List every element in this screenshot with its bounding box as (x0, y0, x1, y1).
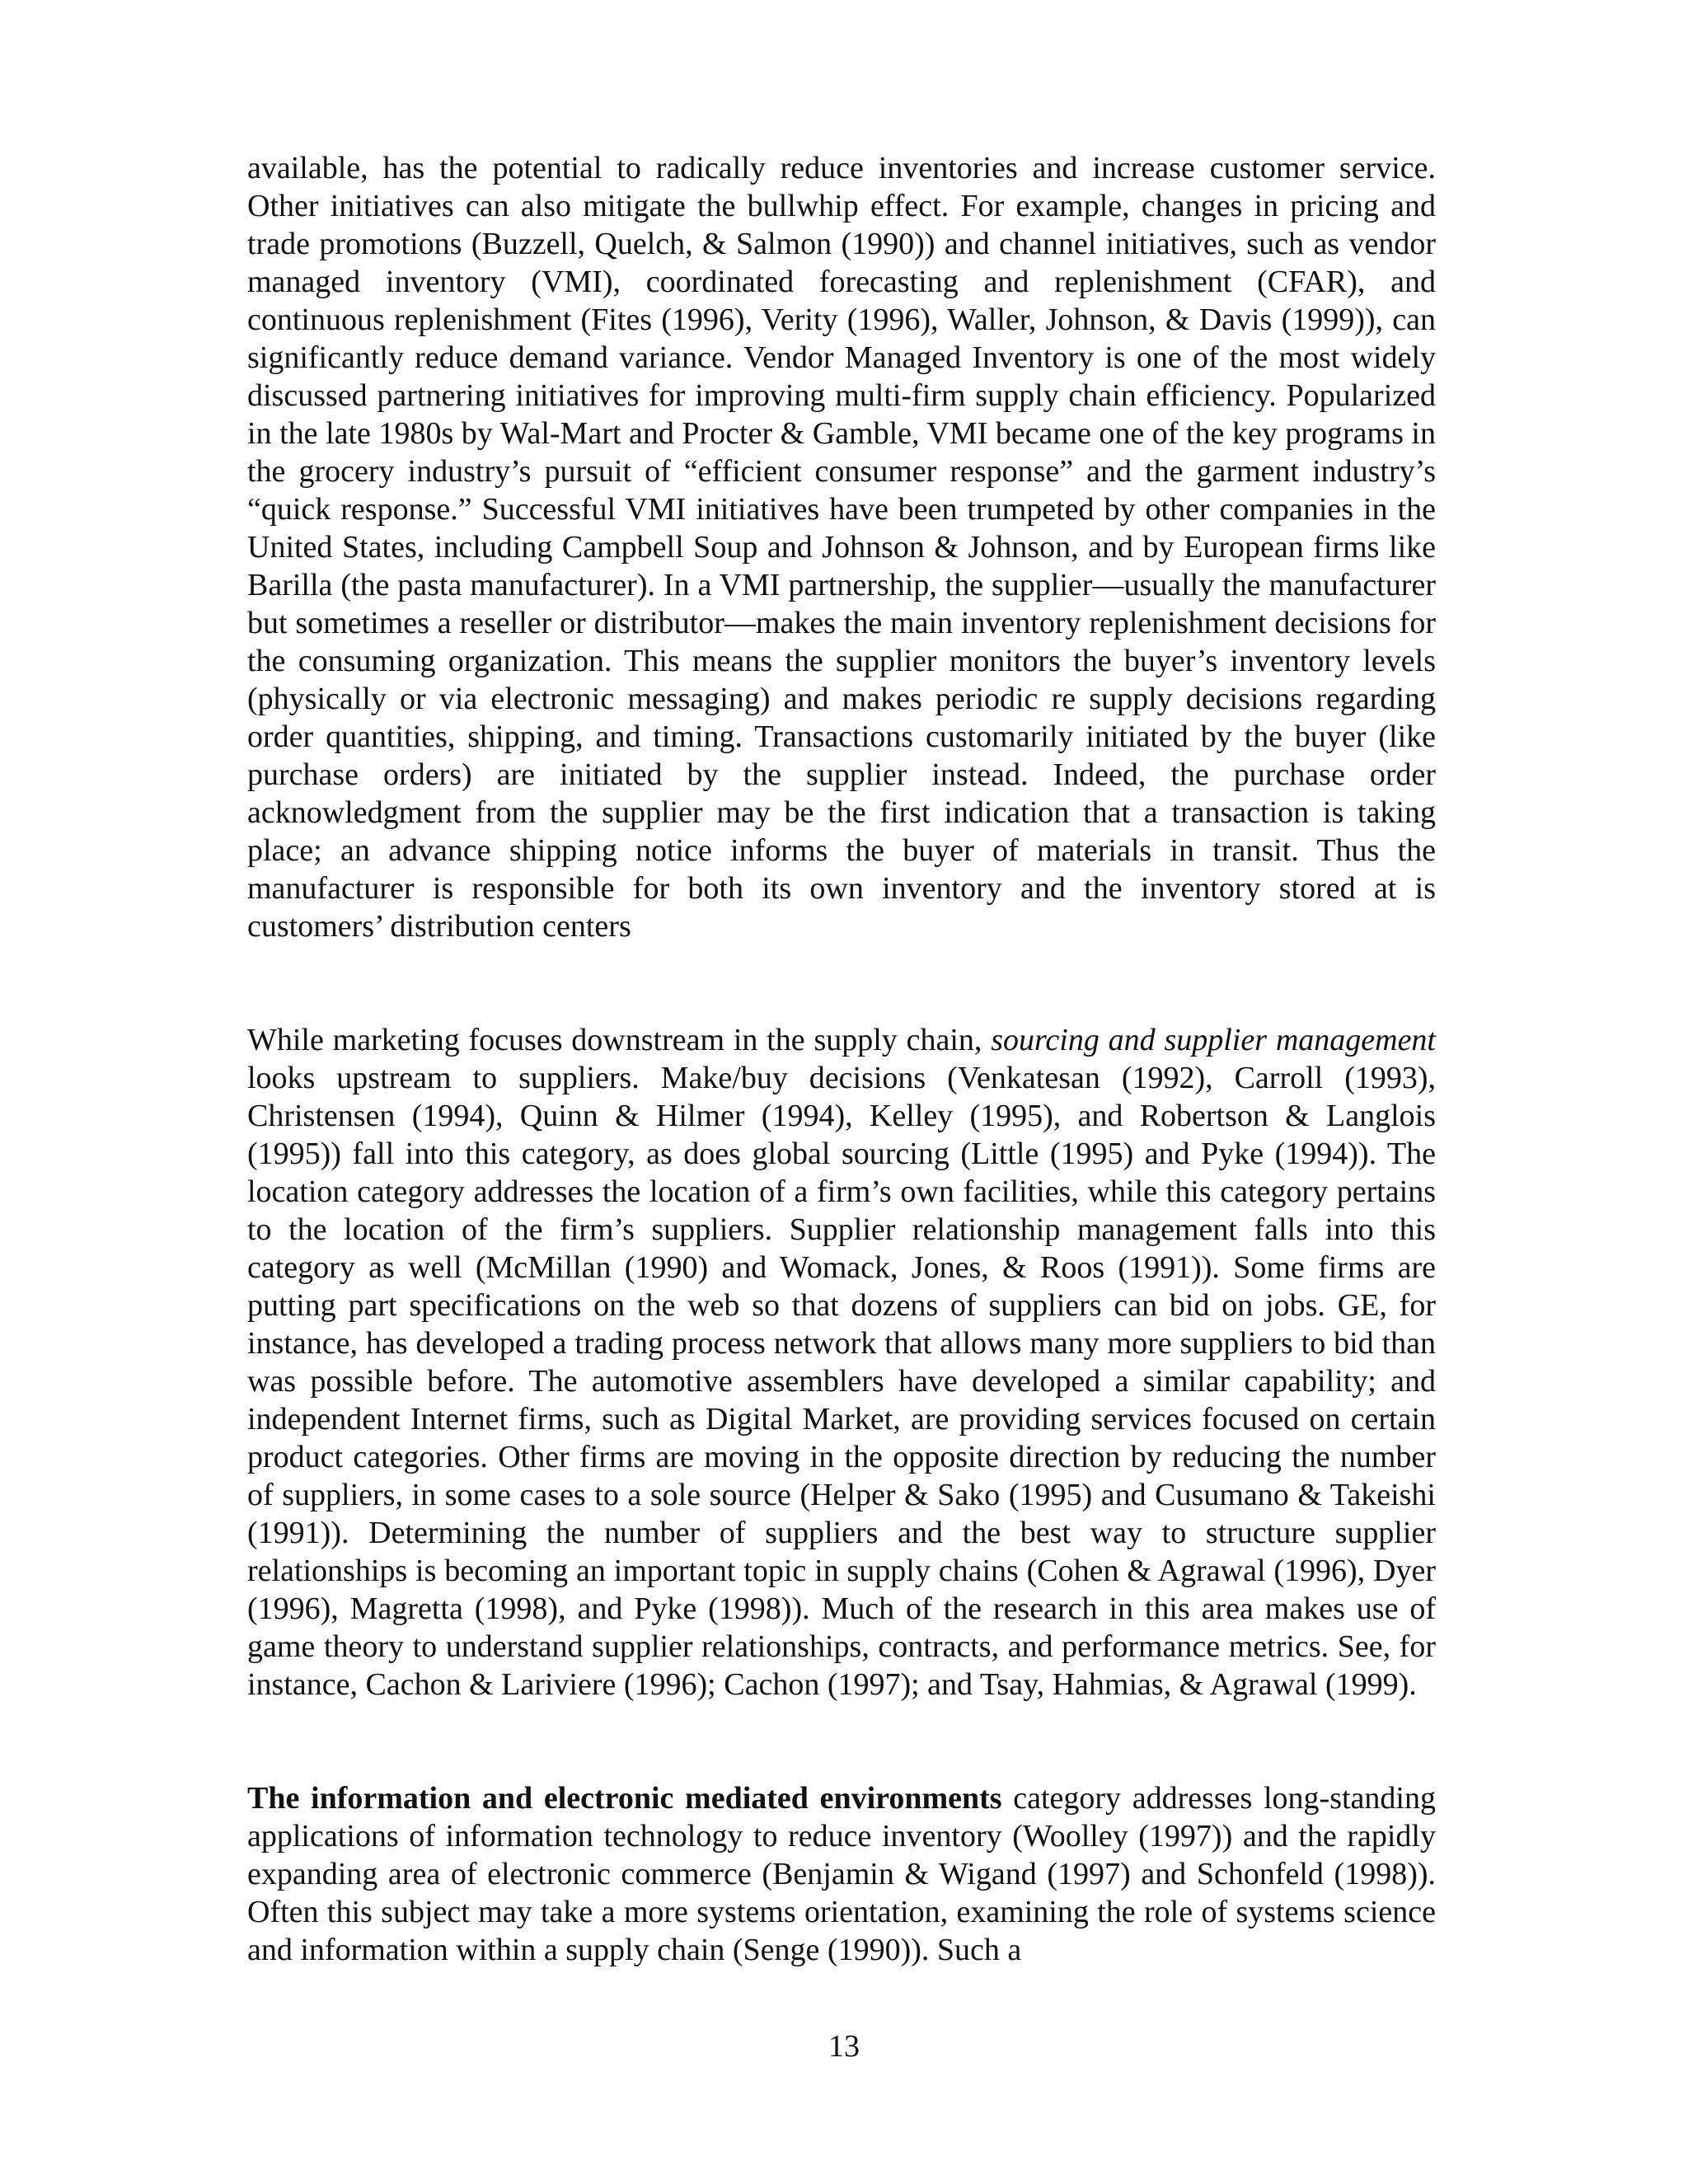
page-number: 13 (828, 2029, 860, 2064)
paragraph-vmi-text: available, has the potential to radically reduce inventories and increase customer service. Other initiatives can also mitigate the bullwhip effect. For example, changes in pricing and trade promotions (Buzzell, Quelch, & Salmon (1990)) and channel initiatives, such as vendor managed inventory (VMI), coordinated forecasting and replenishment (CFAR), and continuous replenishment (Fites (1996), Verity (1996), Waller, Johnson, & Davis (1999)), can significantly reduce demand variance. Vendor Managed Inventory is one of the most widely discussed partnering initiatives for improving multi-firm supply chain efficiency. Popularized in the late 1980s by Wal-Mart and Procter & Gamble, VMI became one of the key programs in the grocery industry’s pursuit of “efficient consumer response” and the garment industry’s “quick response.” Successful VMI initiatives have been trumpeted by other companies in the United States, including Campbell Soup and Johnson & Johnson, and by European firms like Barilla (the pasta manufacturer). In a VMI partnership, the supplier—usually the manufacturer but sometimes a reseller or distributor—makes the main inventory replenishment decisions for the consuming organization. This means the supplier monitors the buyer’s inventory levels (physically or via electronic messaging) and makes periodic re supply decisions regarding order quantities, shipping, and timing. Transactions customarily initiated by the buyer (like purchase orders) are initiated by the supplier instead. Indeed, the purchase order acknowledgment from the supplier may be the first indication that a transaction is taking place; an advance shipping notice informs the buyer of materials in transit. Thus the manufacturer is responsible for both its own inventory and the inventory stored at is customers’ distribution centers (247, 151, 1436, 944)
paragraph-information-rest: category addresses long-standing applications of information technology to reduce inventory (Woolley (1997)) and the rapidly expanding area of electronic commerce (Benjamin & Wigand (1997) and Schonfeld (1998)). Often this subject may take a more systems orientation, examining the role of systems science and information within a supply chain (Senge (1990)). Such a (247, 1781, 1436, 1967)
paragraph-sourcing-lead: While marketing focuses downstream in the supply chain, (247, 1023, 982, 1057)
sourcing-term-italic: sourcing and supplier management (991, 1023, 1436, 1057)
information-term-bold: The information and electronic mediated environments (247, 1781, 1002, 1816)
paragraph-information (247, 1779, 1436, 1969)
paragraph-sourcing-rest: looks upstream to suppliers. Make/buy decisions (Venkatesan (1992), Carroll (1993), Christensen (1994), Quinn & Hilmer (1994), Kelley (1995), and Robertson & Langlois (1995)) fall into this category, as does global sourcing (Little (1995) and Pyke (1994)). The location category addresses the location of a firm’s own facilities, while this category pertains to the location of the firm’s suppliers. Supplier relationship management falls into this category as well (McMillan (1990) and Womack, Jones, & Roos (1991)). Some firms are putting part specifications on the web so that dozens of suppliers can bid on jobs. GE, for instance, has developed a trading process network that allows many more suppliers to bid than was possible before. The automotive assemblers have developed a similar capability; and independent Internet firms, such as Digital Market, are providing services focused on certain product categories. Other firms are moving in the opposite direction by reducing the number of suppliers, in some cases to a sole source (Helper & Sako (1995) and Cusumano & Takeishi (1991)). Determining the number of suppliers and the best way to structure supplier relationships is becoming an important topic in supply chains (Cohen & Agrawal (1996), Dyer (1996), Magretta (1998), and Pyke (1998)). Much of the research in this area makes use of game theory to understand supplier relationships, contracts, and performance metrics. See, for instance, Cachon & Lariviere (1996); Cachon (1997); and Tsay, Hahmias, & Agrawal (1999). (247, 1061, 1436, 1702)
paragraph-vmi (247, 149, 1436, 945)
paragraph-sourcing (247, 1021, 1436, 1704)
